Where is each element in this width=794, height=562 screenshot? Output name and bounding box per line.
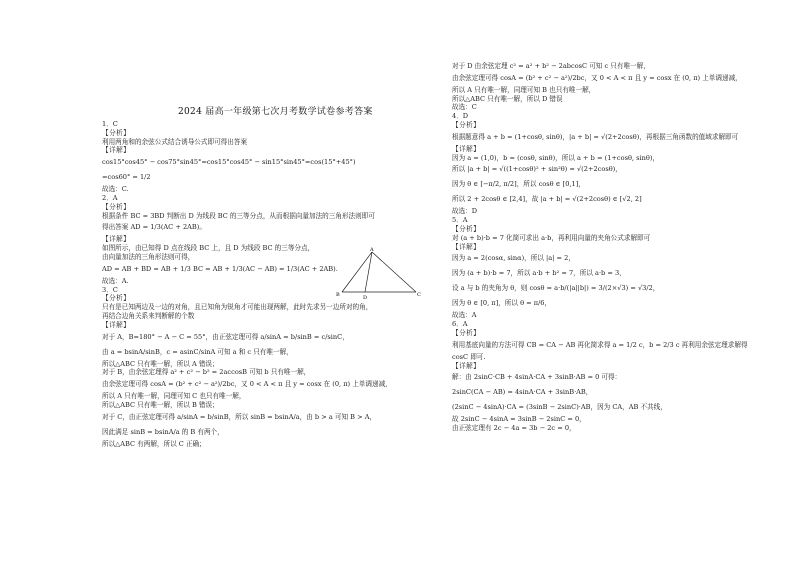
section-detail: 【详解】 <box>102 235 131 244</box>
detail-text: 2sinC(CA − AB) = 4sinA·CA + 3sinB·AB， <box>452 388 593 397</box>
vertex-c-label: C <box>417 292 421 298</box>
analysis-text: 再结合边角关系来判断解的个数 <box>102 311 195 320</box>
choice-line: 故选：D <box>452 207 478 216</box>
section-analysis: 【分析】 <box>452 328 481 337</box>
formula-line: cos15°cos45° − cos75°sin45°=cos15°cos45° − sin15°sin45°=cos(15°+45°) <box>102 158 356 167</box>
detail-text: 因此满足 sinB = bsinA/a 的 B 有两个， <box>102 427 224 436</box>
triangle-figure <box>334 246 424 302</box>
detail-text: 对于 C，由正弦定理可得 a/sinA = b/sinB，所以 sinB = bsinA/a，由 b > a 可知 B > A， <box>102 412 377 421</box>
detail-text: 对于 D 由余弦定理 c² = a² + b² − 2abcosC 可知 c 只有唯一解， <box>452 62 650 70</box>
section-analysis: 【分析】 <box>102 202 131 211</box>
analysis-text: 对 (a + b)·b = 7 化简可求出 a·b，再利用向量的夹角公式求解即可 <box>452 233 651 242</box>
section-detail: 【详解】 <box>102 320 131 329</box>
detail-text: (2sinC − 4sinA)·CA = (3sinB − 2sinC)·AB，因为 CA，AB 不共线， <box>452 403 667 412</box>
answer-1: 1．C <box>102 120 118 128</box>
section-analysis: 【分析】 <box>102 294 131 303</box>
right-column <box>452 62 752 433</box>
formula-line: 因为 θ ∈ [−π/2, π/2]，所以 cosθ ∈ [0,1]， <box>452 180 585 189</box>
detail-text: 由余弦定理可得 cosA = (b² + c² − a²)/2bc，又 0 < A < π 且 y = cosx 在 (0, π) 上单调递减， <box>452 73 742 82</box>
detail-text: 因为 a = 2(cosα, sinα)，所以 |a| = 2， <box>452 254 575 263</box>
section-analysis: 【分析】 <box>452 224 481 233</box>
analysis-text: 利用基底向量的方法可得 CB = CA − AB 再化简求得 a = 1/2 c，b = 2/3 c 再利用余弦定理求解得 <box>452 340 748 349</box>
answer-6: 6．A <box>452 320 468 329</box>
section-detail: 【详解】 <box>102 146 131 155</box>
formula-line: 设 a 与 b 的夹角为 θ，则 cosθ = a·b/(|a||b|) = 3/(2×√3) = √3/2， <box>452 284 660 293</box>
formula-line: 所以 2 + 2cosθ ∈ [2,4]，故 |a + b| = √(2+2cosθ) ∈ [√2, 2] <box>452 195 642 204</box>
formula-line: AD = AB + BD = AB + 1/3 BC = AB + 1/3(AC − AB) = 1/3(AC + 2AB). <box>102 264 338 273</box>
answer-5: 5．A <box>452 216 468 225</box>
detail-text: 对于 A，B=180° − A − C = 55°，由正弦定理可得 a/sinA = b/sinB = c/sinC， <box>102 332 349 341</box>
detail-text: 由向量加法的三角形法则可得， <box>102 252 195 261</box>
detail-text: 所以 A 只有唯一解，同理可知 C 也只有唯一解， <box>102 392 246 401</box>
answer-3: 3．C <box>102 285 118 294</box>
detail-text: 由余弦定理可得 cosA = (b² + c² − a²)/2bc，又 0 < A < π 且 y = cosx 在 (0, π) 上单调递减， <box>102 380 392 389</box>
choice-line: 故选：C. <box>102 185 129 194</box>
detail-text: 所以△ABC 只有唯一解，所以 B 错误； <box>102 400 219 409</box>
detail-text: 由正弦定理有 2c − 4a = 3b − 2c = 0， <box>452 424 576 433</box>
page-title: 2024 届高一年级第七次月考数学试卷参考答案 <box>178 107 373 117</box>
answer-2: 2．A <box>102 193 118 202</box>
section-detail: 【详解】 <box>452 242 481 251</box>
side-ab <box>342 252 372 292</box>
vertex-a-label: A <box>370 247 374 253</box>
section-analysis: 【分析】 <box>102 128 131 137</box>
detail-text: 所以 A 只有唯一解，同理可知 B 也只有唯一解， <box>452 85 596 94</box>
detail-text: 由 a = bsinA/sinB，c = asinC/sinA 可知 a 和 c 只有唯一解， <box>102 347 293 356</box>
vertex-d-label: D <box>363 295 368 301</box>
detail-text: 所以△ABC 有两解，所以 C 正确； <box>102 439 206 448</box>
analysis-text: 得出答案 AD = 1/3(AC + 2AB)。 <box>102 223 206 232</box>
section-detail: 【详解】 <box>452 144 481 153</box>
detail-text: 所以△ABC 只有唯一解，所以 D 错误 <box>452 94 563 103</box>
detail-text: 因为 a = (1,0)，b = (cosθ, sinθ)，所以 a + b = (1+cosθ, sinθ)， <box>452 153 659 162</box>
section-detail: 【详解】 <box>452 361 481 370</box>
answer-4: 4．D <box>452 112 469 121</box>
analysis-text: 利用两角和的余弦公式结合诱导公式即可得出答案 <box>102 137 248 146</box>
analysis-text: 根据条件 BC = 3BD 判断出 D 为线段 BC 的三等分点，从而根据向量加法的三角形法则即可 <box>102 211 375 220</box>
analysis-text: 只有是已知两边及一边的对角，且已知角为锐角才可能出现两解，此时先求另一边所对的角， <box>102 303 373 312</box>
segment-ad <box>365 252 372 292</box>
choice-line: 故选：A <box>452 311 477 320</box>
detail-text: 对于 B，由余弦定理得 a² + c² − b² = 2accosB 可知 b 只有唯一解， <box>102 368 311 377</box>
analysis-text: 根据题意得 a + b = (1+cosθ, sinθ)，|a + b| = √(2+2cosθ)，再根据三角函数的值域求解即可 <box>452 132 739 141</box>
choice-line: 故选：A. <box>102 276 129 285</box>
section-analysis: 【分析】 <box>452 120 481 129</box>
detail-text: 所以△ABC 只有唯一解，所以 A 错误； <box>102 359 219 368</box>
detail-text: 解：由 2sinC·CB + 4sinA·CA + 3sinB·AB = 0 可得： <box>452 373 622 382</box>
vertex-b-label: B <box>336 292 340 298</box>
analysis-text: cosC 即可. <box>452 352 486 361</box>
side-ac <box>372 252 416 292</box>
choice-line: 故选：C <box>452 103 477 112</box>
detail-text: 因为 (a + b)·b = 7，所以 a·b + b² = 7，所以 a·b = 3， <box>452 269 626 278</box>
detail-text: 因为 θ ∈ [0, π]，所以 θ = π/6， <box>452 299 552 308</box>
formula-line: 所以 |a + b| = √((1+cosθ)² + sin²θ) = √(2+2cosθ)， <box>452 165 622 174</box>
detail-text: 如图所示，由已知得 D 点在线段 BC 上，且 D 为线段 BC 的三等分点， <box>102 244 315 253</box>
detail-text: 故 2sinC − 4sinA = 3sinB − 2sinC = 0， <box>452 415 586 424</box>
formula-line: =cos60° = 1/2 <box>102 173 151 182</box>
